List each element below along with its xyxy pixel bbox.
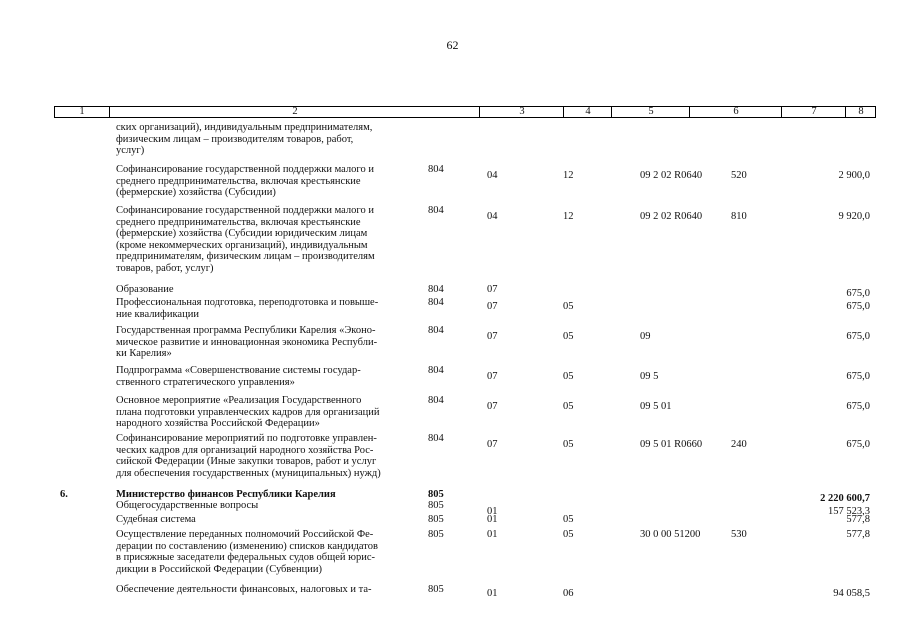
row-ministry-code: 805 — [428, 584, 444, 595]
row-target-article: 30 0 00 51200 — [640, 529, 701, 540]
row-name: Общегосударственные вопросы — [116, 500, 259, 511]
row-ministry-code: 804 — [428, 205, 444, 216]
row-name: Основное мероприятие «Реализация Государственного плана подготовки управленческих кадров для организаций народного хозяйства Российской Федерации» — [116, 395, 380, 429]
row-name: Подпрограмма «Совершенствование системы государ- ственного стратегического управления» — [116, 365, 361, 388]
row-subsection: 12 — [563, 170, 574, 181]
row-subsection: 05 — [563, 371, 574, 382]
row-name: Софинансирование государственной поддержки малого и среднего предпринимательства, включая крестьянские (фермерские) хозяйства (Субсидии юридическим лицам (кроме некоммерческих организаций), индивидуальным предпринимателям, физическим лицам – производителям товаров, работ, услуг) — [116, 205, 375, 274]
row-name: Софинансирование мероприятий по подготовке управлен- ческих кадров для организаций народного хозяйства Рос- сийской Федерации (Иные закупки товаров, работ и услуг для обеспечения государственных (муниципальных) нужд) — [116, 433, 381, 479]
row-ministry-code: 804 — [428, 325, 444, 336]
row-name: ских организаций), индивидуальным предпринимателям, физическим лицам – производителям товаров, работ, услуг) — [116, 122, 373, 156]
row-expense-type: 240 — [731, 439, 747, 450]
row-amount: 675,0 — [846, 371, 870, 382]
row-ministry-code: 804 — [428, 164, 444, 175]
row-ministry-code: 804 — [428, 284, 444, 295]
column-header-3: 3 — [479, 107, 564, 117]
row-ministry-code: 804 — [428, 433, 444, 444]
column-header-6: 6 — [689, 107, 782, 117]
row-name: Осуществление переданных полномочий Российской Фе- дерации по составлению (изменению) списков кандидатов в присяжные заседатели федеральных судов общей юрис- дикции в Российской Федерации (Субвенции) — [116, 529, 378, 575]
row-expense-type: 520 — [731, 170, 747, 181]
row-name: Образование — [116, 284, 174, 295]
row-subsection: 05 — [563, 401, 574, 412]
row-name: Государственная программа Республики Карелия «Эконо- мическое развитие и инновационная экономика Республи- ки Карелия» — [116, 325, 378, 359]
row-target-article: 09 2 02 R0640 — [640, 211, 703, 222]
row-amount: 675,0 — [846, 401, 870, 412]
row-amount: 2 900,0 — [838, 170, 870, 181]
row-ministry-code: 805 — [428, 500, 444, 511]
row-subsection: 06 — [563, 588, 574, 599]
row-section: 01 — [487, 514, 498, 525]
row-expense-type: 530 — [731, 529, 747, 540]
row-ministry-code: 804 — [428, 365, 444, 376]
row-target-article: 09 5 01 R0660 — [640, 439, 703, 450]
row-amount: 94 058,5 — [833, 588, 870, 599]
row-section: 07 — [487, 331, 498, 342]
column-header-7: 7 — [781, 107, 846, 117]
row-name: Софинансирование государственной поддержки малого и среднего предпринимательства, включая крестьянские (фермерские) хозяйства (Субсидии) — [116, 164, 374, 198]
table-header — [54, 106, 876, 118]
row-amount: 9 920,0 — [838, 211, 870, 222]
row-amount: 577,8 — [846, 514, 870, 525]
row-subsection: 05 — [563, 301, 574, 312]
row-target-article: 09 — [640, 331, 651, 342]
row-name: Судебная система — [116, 514, 196, 525]
row-section: 04 — [487, 211, 498, 222]
column-header-1: 1 — [79, 106, 85, 117]
row-amount: 675,0 — [846, 288, 870, 299]
row-section: 07 — [487, 371, 498, 382]
row-name: Министерство финансов Республики Карелия — [116, 489, 336, 500]
row-amount: 577,8 — [846, 529, 870, 540]
row-section: 07 — [487, 439, 498, 450]
row-subsection: 12 — [563, 211, 574, 222]
row-ministry-code: 804 — [428, 297, 444, 308]
row-target-article: 09 5 01 — [640, 401, 672, 412]
column-header-2: 2 — [109, 107, 480, 117]
row-subsection: 05 — [563, 529, 574, 540]
row-section: 01 — [487, 506, 498, 517]
row-expense-type: 810 — [731, 211, 747, 222]
row-amount: 675,0 — [846, 331, 870, 342]
row-amount: 675,0 — [846, 439, 870, 450]
row-section: 01 — [487, 529, 498, 540]
row-amount: 675,0 — [846, 301, 870, 312]
row-target-article: 09 2 02 R0640 — [640, 170, 703, 181]
row-ministry-code: 804 — [428, 395, 444, 406]
row-section: 04 — [487, 170, 498, 181]
column-header-4: 4 — [563, 107, 612, 117]
row-ministry-code: 805 — [428, 489, 444, 500]
row-target-article: 09 5 — [640, 371, 659, 382]
row-subsection: 05 — [563, 514, 574, 525]
row-name: Обеспечение деятельности финансовых, налоговых и та- — [116, 584, 372, 595]
row-section: 07 — [487, 284, 498, 295]
page-number: 62 — [446, 38, 459, 52]
row-subsection: 05 — [563, 439, 574, 450]
column-header-8: 8 — [845, 107, 876, 117]
row-section: 07 — [487, 401, 498, 412]
column-header-5: 5 — [611, 107, 690, 117]
row-ministry-code: 805 — [428, 529, 444, 540]
row-subsection: 05 — [563, 331, 574, 342]
row-amount: 2 220 600,7 — [820, 493, 870, 504]
row-name: Профессиональная подготовка, переподготовка и повыше- ние квалификации — [116, 297, 379, 320]
row-ministry-code: 805 — [428, 514, 444, 525]
row-number: 6. — [60, 489, 68, 500]
row-section: 07 — [487, 301, 498, 312]
row-section: 01 — [487, 588, 498, 599]
row-amount: 157 523,3 — [828, 506, 870, 517]
